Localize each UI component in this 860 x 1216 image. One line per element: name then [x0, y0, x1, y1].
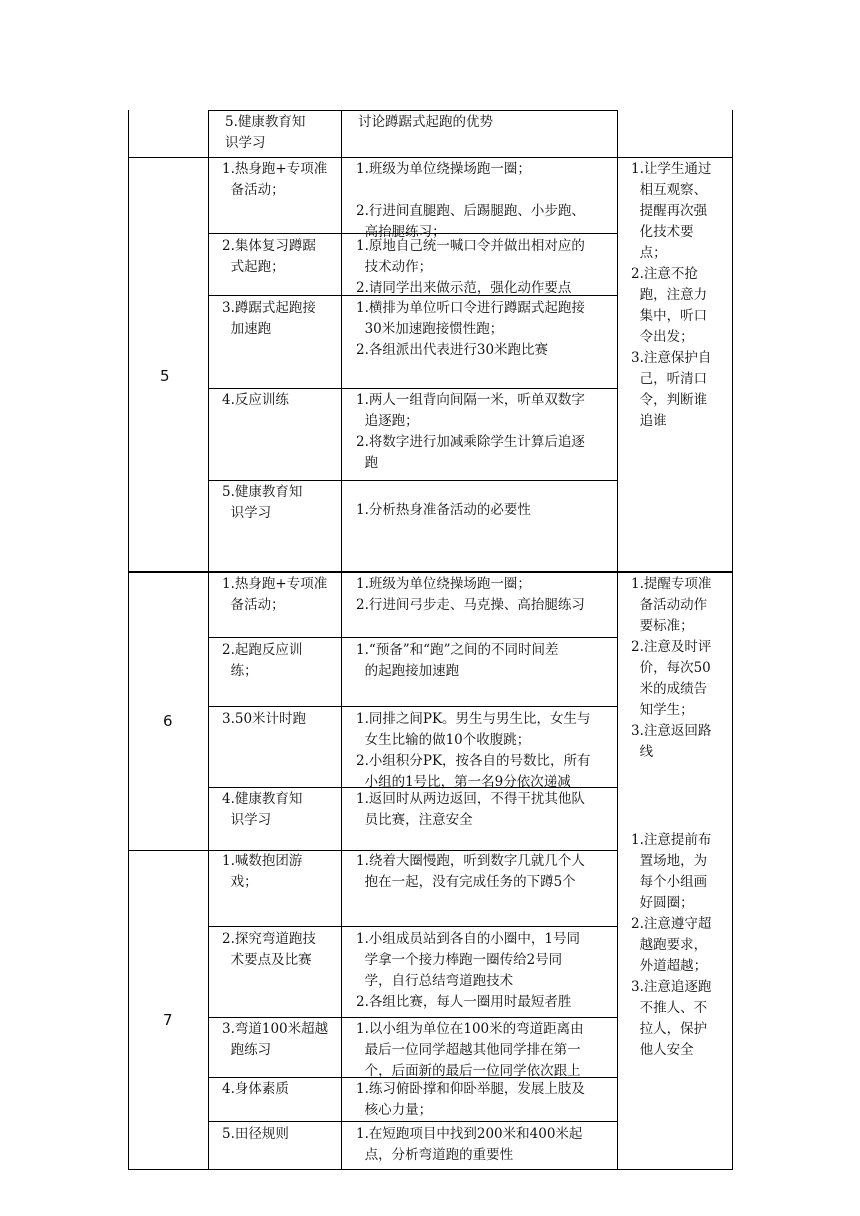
content-cell: 1.班级为单位绕操场跑一圈； 2.行进间直腿跑、后踢腿跑、小步跑、 高抬腿练习； — [356, 161, 585, 240]
week-number: 7 — [163, 1011, 173, 1029]
activity-cell: 1.喊数抱团游 戏； — [222, 853, 303, 890]
content-cell: 1.横排为单位听口令进行蹲踞式起跑接 30米加速跑接惯性跑； 2.各组派出代表进行30米跑比赛 — [356, 300, 585, 358]
table-col-divider-3 — [617, 110, 618, 1170]
activity-cell: 4.健康教育知 识学习 — [222, 791, 303, 828]
row-divider — [208, 1017, 618, 1018]
row-divider — [208, 706, 618, 707]
row-divider — [208, 110, 618, 111]
table-col-divider-1 — [208, 110, 209, 1170]
content-cell: 1.返回时从两边返回，不得干扰其他队 员比赛，注意安全 — [356, 791, 585, 828]
activity-cell: 5.田径规则 — [222, 1126, 289, 1142]
notes-cell: 1.让学生通过 相互观察、 提醒再次强 化技术要 点； 2.注意不抢 跑，注意力 集中，听口 令出发； 3.注意保护自 己，听清口 令，判断谁 追谁 — [631, 161, 712, 429]
row-divider — [208, 388, 618, 389]
activity-cell: 1.热身跑+专项准 备活动； — [222, 161, 328, 198]
activity-cell: 3.50米计时跑 — [222, 711, 307, 727]
table-border-bottom — [128, 1169, 733, 1170]
content-cell: 1.以小组为单位在100米的弯道距离由 最后一位同学超越其他同学排在第一 个，后面新的最后一位同学依次跟上 — [356, 1021, 584, 1079]
activity-cell: 5.健康教育知 识学习 — [222, 484, 303, 521]
content-cell: 1.练习俯卧撑和仰卧举腿，发展上肢及 核心力量； — [356, 1081, 585, 1118]
row-divider — [208, 480, 618, 481]
content-cell: 1.两人一组背向间隔一米，听单双数字 追逐跑； 2.将数字进行加减乘除学生计算后追逐 跑 — [356, 392, 585, 471]
row-divider — [208, 926, 618, 927]
week-number: 6 — [163, 712, 173, 730]
week-number: 5 — [160, 367, 170, 385]
content-cell: 1.同排之间PK。男生与男生比，女生与 女生比输的做10个收腹跳； 2.小组积分PK，按各自的号数比，所有 小组的1号比，第一名9分依次递减 — [356, 711, 591, 790]
content-cell: 1.在短跑项目中找到200米和400米起 点，分析弯道跑的重要性 — [356, 1126, 583, 1163]
content-cell: 1.“预备”和“跑”之间的不同时间差 的起跑接加速跑 — [356, 642, 559, 679]
activity-cell: 3.弯道100米超越 跑练习 — [222, 1021, 329, 1058]
activity-cell: 2.起跑反应训 练； — [222, 642, 303, 679]
table-border-right — [732, 110, 733, 1170]
activity-cell: 2.探究弯道跑技 术要点及比赛 — [222, 931, 316, 968]
content-cell: 1.分析热身准备活动的必要性 — [356, 502, 531, 518]
row-divider — [208, 1121, 618, 1122]
row-divider — [208, 637, 618, 638]
content-cell: 1.班级为单位绕操场跑一圈； 2.行进间弓步走、马克操、高抬腿练习 — [356, 576, 585, 613]
activity-cell: 4.反应训练 — [222, 392, 289, 408]
row-divider-thick — [128, 571, 733, 573]
table-border-left — [128, 110, 129, 1170]
activity-cell: 3.蹲踞式起跑接 加速跑 — [222, 300, 316, 337]
table-col-divider-2 — [341, 110, 342, 1170]
activity-cell: 1.热身跑+专项准 备活动； — [222, 576, 328, 613]
activity-cell: 5.健康教育知 识学习 — [225, 114, 306, 151]
content-cell: 1.小组成员站到各自的小圈中，1号同 学拿一个接力棒跑一圈传给2号同 学，自行总结弯道跑技术 2.各组比赛，每人一圈用时最短者胜 — [356, 931, 580, 1010]
activity-cell: 4.身体素质 — [222, 1081, 289, 1097]
content-cell: 1.绕着大圈慢跑，听到数字几就几个人 抱在一起，没有完成任务的下蹲5个 — [356, 853, 585, 890]
content-cell: 讨论蹲踞式起跑的优势 — [358, 114, 493, 130]
notes-cell: 1.提醒专项准 备活动动作 要标准； 2.注意及时评 价，每次50 米的成绩告 知学生； 3.注意返回路 线 — [631, 576, 712, 760]
row-divider — [128, 157, 733, 158]
content-cell: 1.原地自己统一喊口令并做出相对应的 技术动作； 2.请同学出来做示范，强化动作要点 — [356, 238, 585, 296]
activity-cell: 2.集体复习蹲踞 式起跑； — [222, 238, 316, 275]
notes-cell: 1.注意提前布 置场地，为 每个小组画 好圆圈； 2.注意遵守超 越跑要求， 外道超越； 3.注意追逐跑 不推人、不 拉人，保护 他人安全 — [631, 832, 712, 1058]
